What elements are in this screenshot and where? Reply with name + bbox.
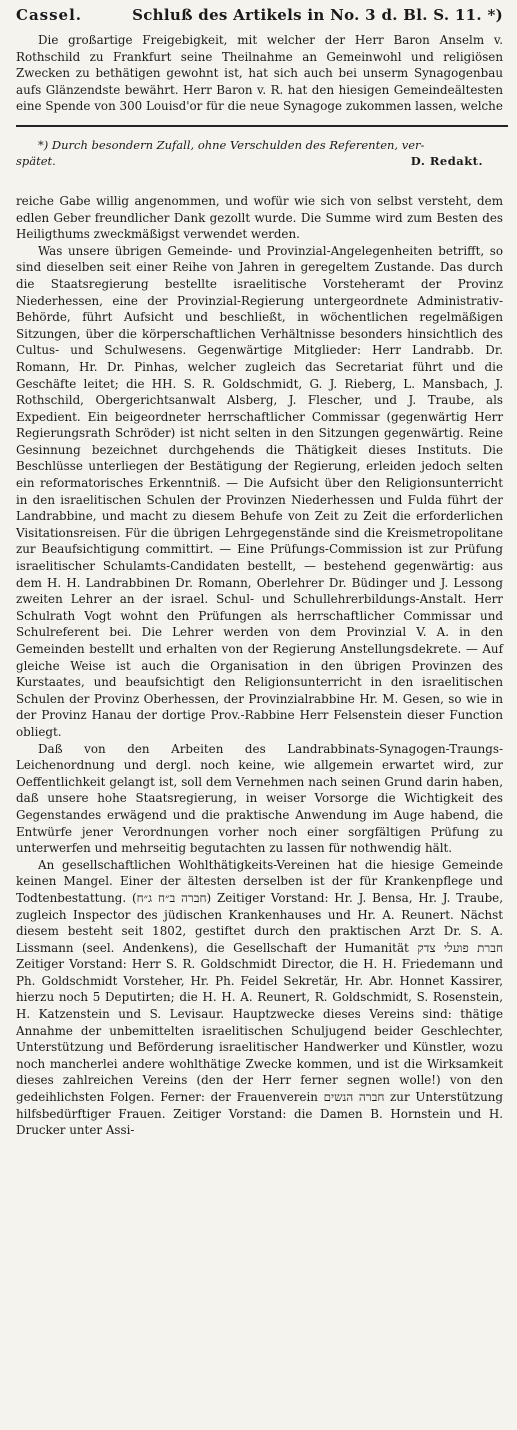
footnote-end xyxy=(16,153,503,169)
section-gap xyxy=(16,169,503,193)
editor-signature: D. Redakt. xyxy=(410,153,483,168)
body-paragraph-2: Was unsere übrigen Gemeinde- und Provinzial-Angelegenheiten betrifft, so sind dieselben seit einer Reihe von Jahren in geregeltem Zustande. Das durch die Staatsregierung bestellte israelitische Vorsteheramt der Provinz Niederhessen, eine der Provinzial-Regierung untergeordnete Administrativ-Behörde, führt Aufsicht und beschließt, in wöchentlichen regelmäßigen Sitzungen, über die körperschaftlichen Verhältnisse besonders hinsichtlich des Cultus- und Schulwesens. Gegenwärtige Mitglieder: Herr Landrabb. Dr. Romann, Hr. Dr. Pinhas, welcher zugleich das Secretariat führt und die Geschäfte leitet; die HH. S. R. Goldschmidt, G. J. Rieberg, L. Mansbach, J. Rothschild, Obergerichtsanwalt Alsberg, J. Flescher, und J. Traube, als Expedient. Ein beigeordneter herrschaftlicher Commissar (gegenwärtig Herr Regierungsrath Schröder) ist nicht selten in den Sitzungen gegenwärtig. Reine Gesinnung bezeichnet durchgehends die Thätigkeit dieses Instituts. Die Beschlüsse unterliegen der Bestätigung der Regierung, erleiden jedoch selten ein reformatorisches Erkenntniß. — Die Aufsicht über den Religionsunterricht in den israelitischen Schulen der Provinzen Niederhessen und Fulda führt der Landrabbine, und macht zu diesem Behufe von Zeit zu Zeit die erforderlichen Visitationsreisen. Für die übrigen Lehrgegenstände sind die Kreismetropolitane zur Beaufsichtigung committirt. — Eine Prüfungs-Commission ist zur Prüfung israelitischer Schulamts-Candidaten bestellt, — bestehend gegenwärtig: aus dem H. H. Landrabbinen Dr. Romann, Oberlehrer Dr. Büdinger und J. Lessong zweiten Lehrer an der israel. Schul- und Schullehrerbildungs-Anstalt. Herr Schulrath Vogt wohnt den Prüfungen als herrschaftlicher Commissar und Schulreferent bei. Die Lehrer werden von dem Provinzial V. A. in den Gemeinden bestellt und erhalten von der Regierung Anstellungsdekrete. — Auf gleiche Weise ist auch die Organisation in den übrigen Provinzen des Kurstaates, und beaufsichtigt den Religionsunterricht in den israelitischen Schulen der Provinz Oberhessen, der Provinzialrabbine Hr. M. Gesen, so wie in der Provinz Hanau der dortige Prov.-Rabbine Herr Felsenstein dieser Function obliegt. xyxy=(16,243,503,739)
body-paragraph-1: reiche Gabe willig angenommen, und wofür wie sich von selbst versteht, dem edlen Geber freundlicher Dank gezollt wurde. Die Summe wird zum Besten des Heiligthums zweckmäßigst verwendet werden. xyxy=(16,193,503,242)
lead-paragraph: Die großartige Freigebigkeit, mit welcher der Herr Baron Anselm v. Rothschild zu Frankfurt seine Theilnahme an Gemeinwohl und religiösen Zwecken zu bethätigen gewohnt ist, hat sich auch bei unserm Synagogenbau aufs Glänzendste bewährt. Herr Baron v. R. hat den hiesigen Gemeindeältesten eine Spende von 300 Louisd'or für die neue Synagoge zukommen lassen, welche xyxy=(16,33,503,114)
body-paragraph-3: Daß von den Arbeiten des Landrabbinats-Synagogen-Traungs-Leichenordnung und dergl. noch keine, wie allgemein erwartet wird, zur Oeffentlichkeit gelangt ist, soll dem Vernehmen nach seinen Grund darin haben, daß unsere hohe Staatsregierung, in weiser Vorsorge die Wichtigkeit des Gegenstandes erwägend und die praktische Anwendung im Auge habend, die Entwürfe jener Verordnungen vorher noch einer sorgfältigen Prüfung zu unterwerfen und mehrseitig begutachten zu lassen für nothwendig hält. xyxy=(16,741,503,856)
continuation-note: Schluß des Artikels in No. 3 d. Bl. S. 11. *) xyxy=(132,6,503,24)
body-paragraph-4: An gesellschaftlichen Wohlthätigkeits-Vereinen hat die hiesige Gemeinde keinen Mangel. Einer der ältesten derselben ist der für Krankenpflege und Todtenbestattung. (חברה ב״ח ג״ח) Zeitiger Vorstand: Hr. J. Bensa, Hr. J. Traube, zugleich Inspector des jüdischen Krankenhauses und Hr. A. Reunert. Nächst diesem besteht seit 1802, gestiftet durch den praktischen Arzt Dr. S. A. Lissmann (seel. Andenkens), die Gesellschaft der Humanität חברת פועלי צדק Zeitiger Vorstand: Herr S. R. Goldschmidt Director, die H. H. Friedemann und Ph. Goldschmidt Vorsteher, Hr. Ph. Feidel Sekretär, Hr. Abr. Honnet Kassirer, hierzu noch 5 Deputirten; die H. H. A. Reunert, R. Goldschmidt, S. Rosenstein, H. Katzenstein und S. Levisaur. Hauptzwecke dieses Vereins sind: thätige Annahme der unbemittelten israelitischen Schuljugend beider Geschlechter, Unterstützung und Beförderung israelitischer Handwerker und Künstler, wozu noch mancherlei andere wohlthätige Zwecke kommen, und ist die Wirksamkeit dieses zahlreichen Vereins (den der Herr ferner segnen wolle!) von den gedeihlichsten Folgen. Ferner: der Frauenverein חברה הנשים zur Unterstützung hilfsbedürftiger Frauen. Zeitiger Vorstand: die Damen B. Hornstein und H. Drucker unter Assi- xyxy=(16,857,504,1138)
article-heading xyxy=(16,6,503,28)
footnote-continuation: spätet. xyxy=(16,153,56,168)
dateline-place: Cassel. xyxy=(16,6,83,24)
footnote-rule xyxy=(16,125,508,127)
footnote-text: *) Durch besondern Zufall, ohne Verschulden des Referenten, ver- xyxy=(38,137,425,152)
